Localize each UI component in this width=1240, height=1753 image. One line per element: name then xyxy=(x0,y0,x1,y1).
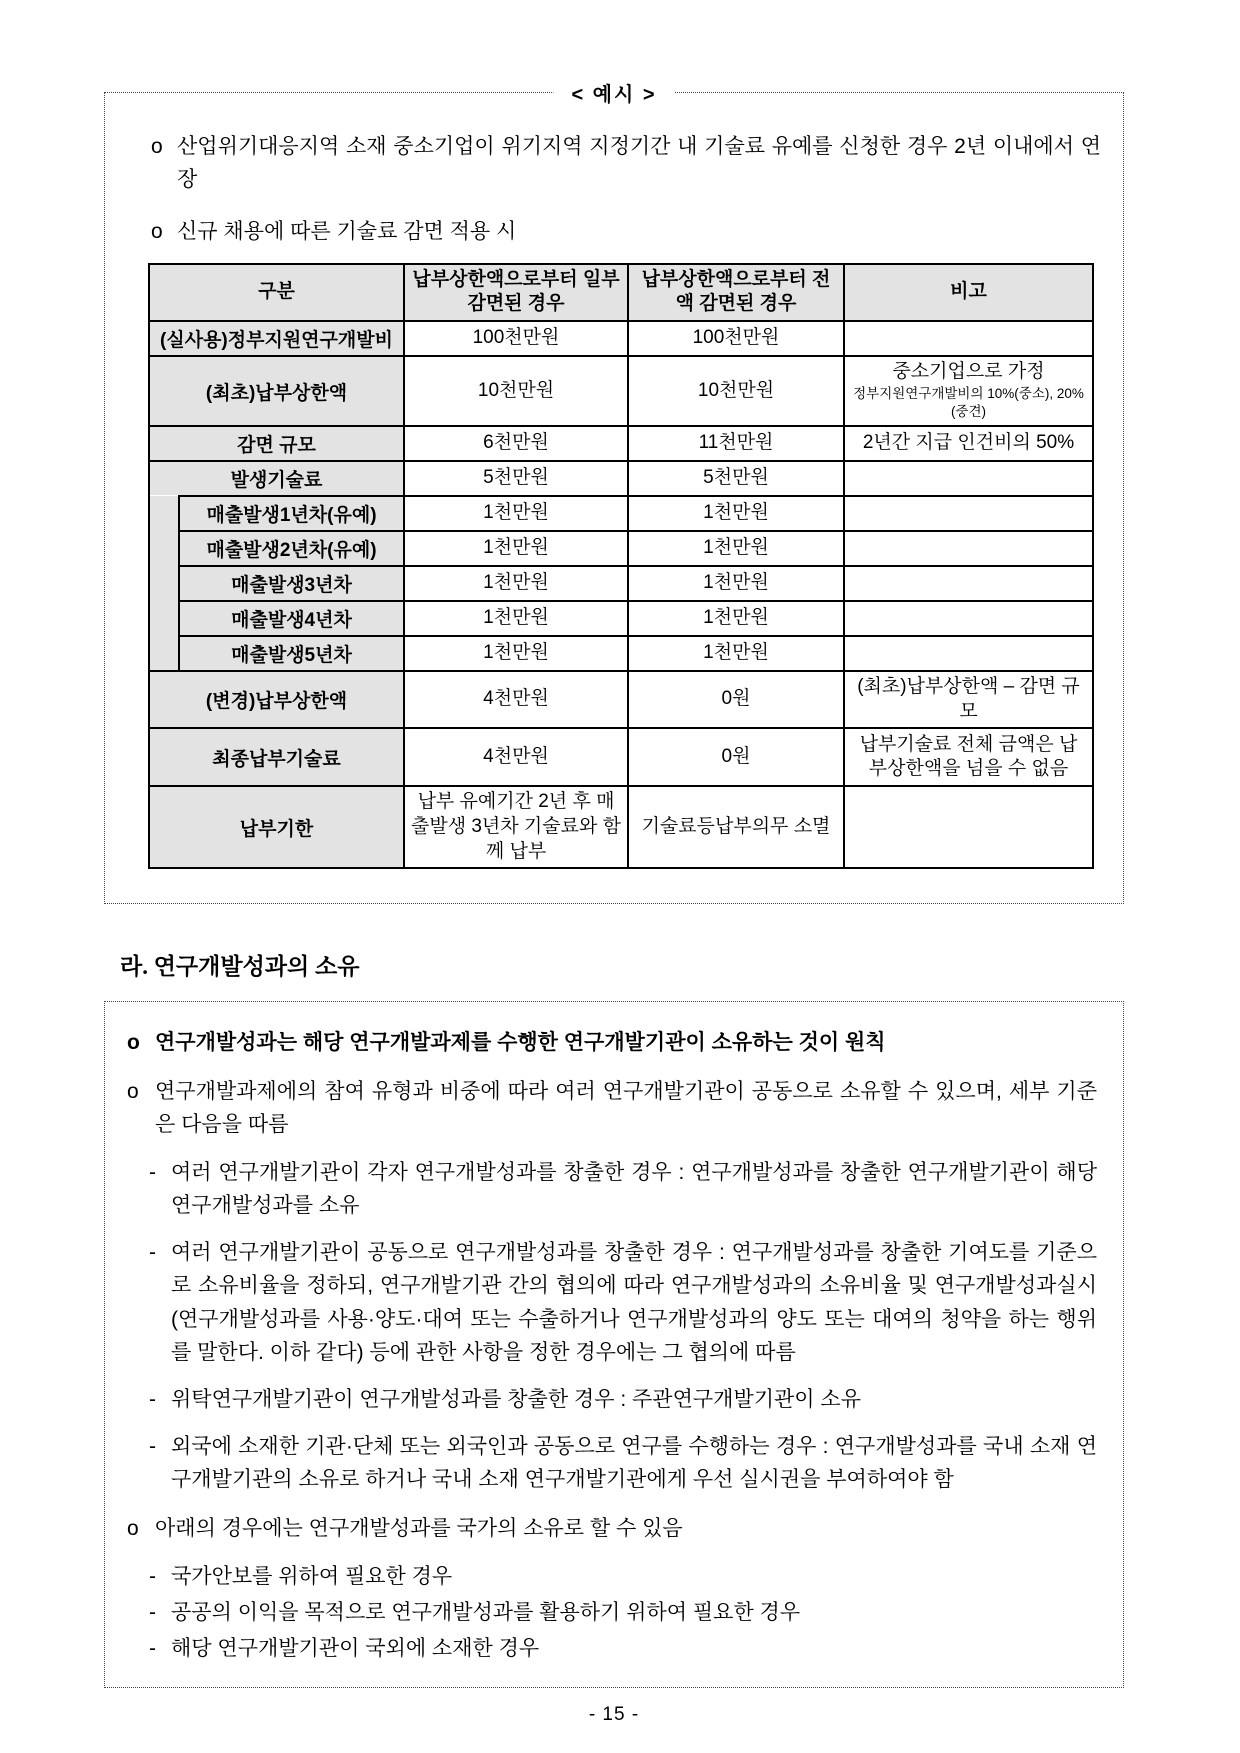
example-bullet-2 xyxy=(127,216,1101,249)
item-text: 아래의 경우에는 연구개발성과를 국가의 소유로 할 수 있음 xyxy=(155,1516,683,1540)
bullet-marker: o xyxy=(127,1031,140,1055)
table-row xyxy=(149,461,1093,496)
dash-marker: - xyxy=(149,1241,156,1265)
row-label: 감면 규모 xyxy=(149,426,404,461)
note-sub: 정부지원연구개발비의 10%(중소), 20%(중견) xyxy=(853,386,1084,420)
ownership-subitem xyxy=(149,1430,1097,1496)
table-row xyxy=(149,786,1093,868)
col-header-partial: 납부상한액으로부터 일부 감면된 경우 xyxy=(404,264,628,321)
cell-partial: 1천만원 xyxy=(404,601,628,636)
item-text: 공공의 이익을 목적으로 연구개발성과를 활용하기 위하여 필요한 경우 xyxy=(171,1600,801,1624)
bullet-text: 산업위기대응지역 소재 중소기업이 위기지역 지정기간 내 기술료 유예를 신청한 경우 2년 이내에서 연장 xyxy=(177,135,1101,191)
table-row xyxy=(149,356,1093,426)
row-label: (변경)납부상한액 xyxy=(149,671,404,728)
cell-partial: 1천만원 xyxy=(404,636,628,671)
bullet-marker: o xyxy=(151,220,163,244)
cell-note: 2년간 지급 인건비의 50% xyxy=(844,426,1093,461)
cell-full: 11천만원 xyxy=(628,426,844,461)
dash-marker: - xyxy=(149,1388,156,1411)
cell-full: 기술료등납부의무 소멸 xyxy=(628,786,844,868)
cell-full: 10천만원 xyxy=(628,356,844,426)
fee-reduction-table xyxy=(148,263,1094,870)
cell-partial: 5천만원 xyxy=(404,461,628,496)
cell-full: 100천만원 xyxy=(628,321,844,356)
cell-note xyxy=(844,566,1093,601)
ownership-subitem xyxy=(149,1560,1097,1593)
row-label: 매출발생1년차(유예) xyxy=(179,496,404,531)
item-text: 연구개발성과는 해당 연구개발과제를 수행한 연구개발기관이 소유하는 것이 원칙 xyxy=(155,1031,886,1055)
table-row xyxy=(149,566,1093,601)
cell-note xyxy=(844,786,1093,868)
cell-full: 5천만원 xyxy=(628,461,844,496)
table-row xyxy=(149,426,1093,461)
cell-note xyxy=(844,356,1093,426)
note-main: 중소기업으로 가정 xyxy=(892,361,1045,383)
table-row xyxy=(149,671,1093,728)
bullet-marker: o xyxy=(127,1516,139,1540)
indent-strip xyxy=(149,496,179,671)
ownership-subitem xyxy=(149,1156,1097,1222)
row-label: 발생기술료 xyxy=(149,461,404,496)
row-label: 매출발생4년차 xyxy=(179,601,404,636)
ownership-item xyxy=(127,1512,1097,1545)
cell-partial: 1천만원 xyxy=(404,531,628,566)
table-row xyxy=(149,728,1093,786)
dash-marker: - xyxy=(149,1160,156,1184)
table-row xyxy=(149,496,1093,531)
cell-partial: 100천만원 xyxy=(404,321,628,356)
cell-note xyxy=(844,531,1093,566)
table-row xyxy=(149,321,1093,356)
cell-note xyxy=(844,321,1093,356)
cell-note xyxy=(844,636,1093,671)
table-row xyxy=(149,531,1093,566)
cell-partial: 6천만원 xyxy=(404,426,628,461)
cell-partial: 4천만원 xyxy=(404,728,628,786)
cell-note xyxy=(844,461,1093,496)
cell-partial: 4천만원 xyxy=(404,671,628,728)
cell-partial: 납부 유예기간 2년 후 매출발생 3년차 기술료와 함께 납부 xyxy=(404,786,628,868)
ownership-subitem xyxy=(149,1383,1097,1416)
item-text: 연구개발과제에의 참여 유형과 비중에 따라 여러 연구개발기관이 공동으로 소유할 수 있으며, 세부 기준은 다음을 따름 xyxy=(155,1079,1097,1136)
ownership-box xyxy=(104,1001,1124,1688)
cell-note: (최초)납부상한액 – 감면 규모 xyxy=(844,671,1093,728)
cell-full: 0원 xyxy=(628,728,844,786)
cell-full: 1천만원 xyxy=(628,531,844,566)
dash-marker: - xyxy=(149,1600,156,1624)
row-label: (실사용)정부지원연구개발비 xyxy=(149,321,404,356)
item-text: 해당 연구개발기관이 국외에 소재한 경우 xyxy=(171,1637,540,1661)
ownership-subitem xyxy=(149,1596,1097,1629)
row-label: 매출발생5년차 xyxy=(179,636,404,671)
table-header-row xyxy=(149,264,1093,321)
dash-marker: - xyxy=(149,1564,156,1588)
cell-note: 납부기술료 전체 금액은 납부상한액을 넘을 수 없음 xyxy=(844,728,1093,786)
bullet-text: 신규 채용에 따른 기술료 감면 적용 시 xyxy=(177,220,517,244)
cell-full: 1천만원 xyxy=(628,496,844,531)
cell-partial: 10천만원 xyxy=(404,356,628,426)
ownership-item xyxy=(127,1026,1097,1059)
section-heading: 라. 연구개발성과의 소유 xyxy=(120,954,360,980)
bullet-marker: o xyxy=(127,1079,139,1103)
item-text: 외국에 소재한 기관·단체 또는 외국인과 공동으로 연구를 수행하는 경우 : 연구개발성과를 국내 소재 연구개발기관의 소유로 하거나 국내 소재 연구개발기관에게 우선 실시권을 부여하여야 함 xyxy=(171,1435,1097,1492)
bullet-marker: o xyxy=(151,135,163,158)
example-bullet-1 xyxy=(127,131,1101,196)
item-text: 국가안보를 위하여 필요한 경우 xyxy=(171,1564,453,1588)
cell-note xyxy=(844,601,1093,636)
ownership-subitem xyxy=(149,1632,1097,1665)
table-row xyxy=(149,636,1093,671)
dash-marker: - xyxy=(149,1435,156,1459)
row-label: 매출발생2년차(유예) xyxy=(179,531,404,566)
row-label: (최초)납부상한액 xyxy=(149,356,404,426)
col-header-full: 납부상한액으로부터 전액 감면된 경우 xyxy=(628,264,844,321)
dash-marker: - xyxy=(149,1637,156,1661)
col-header-category: 구분 xyxy=(149,264,404,321)
item-text: 여러 연구개발기관이 각자 연구개발성과를 창출한 경우 : 연구개발성과를 창출한 연구개발기관이 해당 연구개발성과를 소유 xyxy=(171,1160,1097,1218)
row-label: 최종납부기술료 xyxy=(149,728,404,786)
ownership-subitem xyxy=(149,1236,1097,1369)
page-number: - 15 - xyxy=(588,1704,640,1726)
example-box xyxy=(104,84,1124,904)
row-label: 납부기한 xyxy=(149,786,404,868)
cell-note xyxy=(844,496,1093,531)
table-row xyxy=(149,601,1093,636)
item-text: 위탁연구개발기관이 연구개발성과를 창출한 경우 : 주관연구개발기관이 소유 xyxy=(171,1388,861,1411)
cell-full: 1천만원 xyxy=(628,636,844,671)
cell-full: 0원 xyxy=(628,671,844,728)
item-text: 여러 연구개발기관이 공동으로 연구개발성과를 창출한 경우 : 연구개발성과를 창출한 기여도를 기준으로 소유비율을 정하되, 연구개발기관 간의 협의에 따라 연구개발성과의 소유비율 및 연구개발성과실시(연구개발성과를 사용·양도·대여 또는 수출하거나 연구개발성과의 양도 또는 대여의 청약을 하는 행위를 말한다. 이하 같다) 등에 관한 사항을 정한 경우에는 그 협의에 따름 xyxy=(171,1241,1097,1364)
ownership-item xyxy=(127,1075,1097,1141)
cell-full: 1천만원 xyxy=(628,566,844,601)
row-label: 매출발생3년차 xyxy=(179,566,404,601)
col-header-note: 비고 xyxy=(844,264,1093,321)
cell-partial: 1천만원 xyxy=(404,496,628,531)
cell-partial: 1천만원 xyxy=(404,566,628,601)
example-box-title: < 예시 > xyxy=(553,78,674,107)
cell-full: 1천만원 xyxy=(628,601,844,636)
